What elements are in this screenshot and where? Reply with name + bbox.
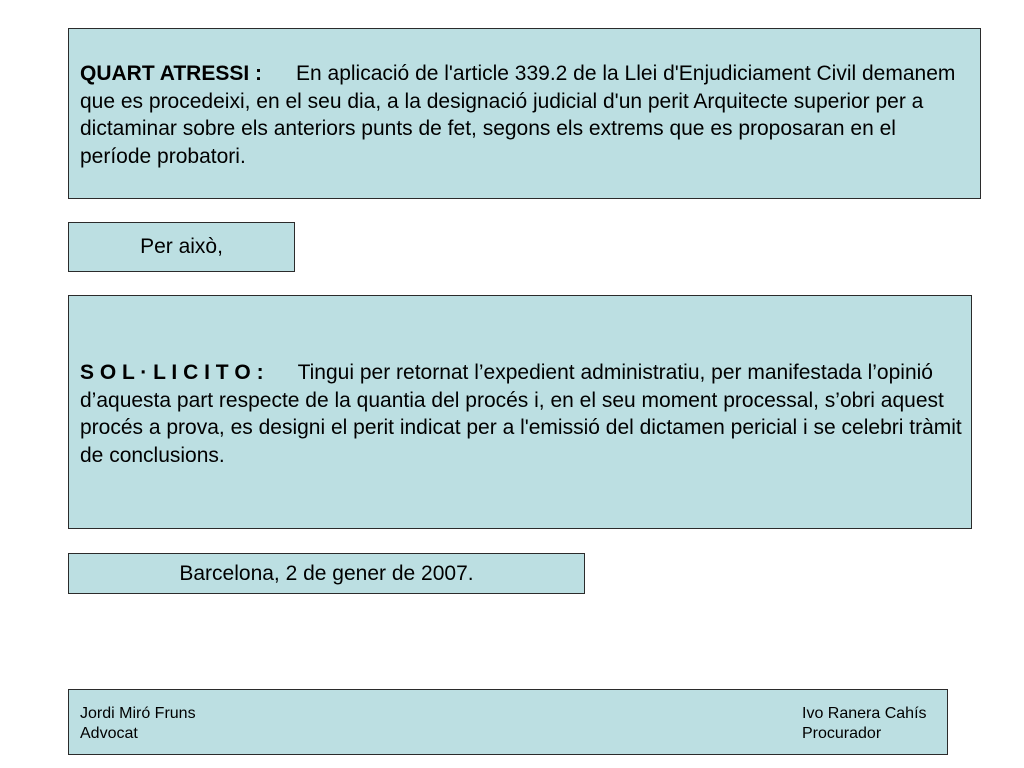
right-signatory-name: Ivo Ranera Cahís [802, 705, 927, 722]
date-box [68, 553, 585, 594]
signature-left [80, 704, 196, 744]
right-signatory-role: Procurador [802, 725, 882, 742]
signature-right [802, 704, 927, 744]
signature-box [68, 689, 948, 755]
date-line: Barcelona, 2 de gener de 2007. [179, 561, 474, 585]
left-signatory-role: Advocat [80, 725, 138, 742]
solicito-text: Tingui per retornat l’expedient administratiu, per manifestada l’opinió d’aquesta part respecte de la quantia del procés i, en el seu moment processal, s’obri aquest procés a prova, es designi el perit indicat per a l'emissió del dictamen pericial i se celebri tràmit de conclusions. [80, 361, 962, 467]
quart-atressi-text: En aplicació de l'article 339.2 de la Llei d'Enjudiciament Civil demanem que es procedeixi, en el seu dia, a la designació judicial d'un perit Arquitecte superior per a dictaminar sobre els anteriors punts de fet, segons els extrems que es proposaran en el període probatori. [80, 62, 956, 168]
quart-atressi-heading: QUART ATRESSI : [80, 62, 262, 85]
solicito-heading: S O L · L I C I T O : [80, 361, 264, 384]
per-aixo-text: Per això, [140, 235, 223, 258]
quart-atressi-paragraph [80, 60, 970, 170]
solicito-box [68, 295, 972, 529]
left-signatory-name: Jordi Miró Fruns [80, 705, 196, 722]
solicito-paragraph [80, 359, 965, 469]
quart-atressi-box [68, 28, 981, 199]
per-aixo-box [68, 222, 295, 272]
